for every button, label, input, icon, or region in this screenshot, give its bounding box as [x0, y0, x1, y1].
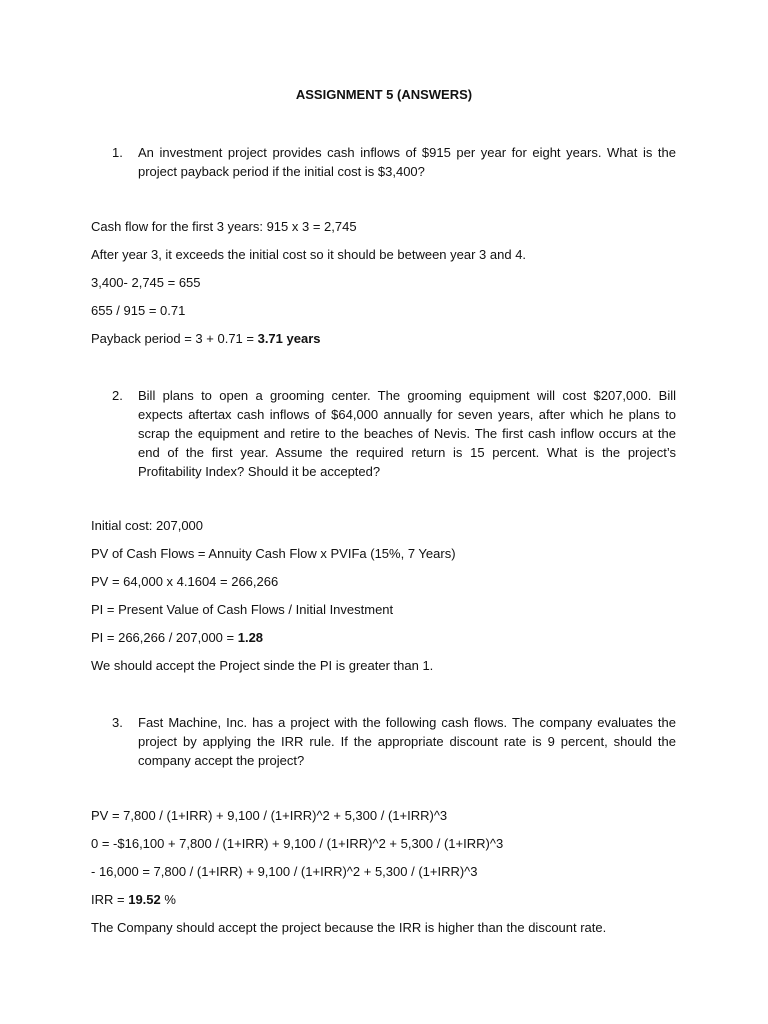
result-label: Payback period = 3 + 0.71 =: [91, 331, 258, 346]
answer-line: 0 = -$16,100 + 7,800 / (1+IRR) + 9,100 / (1+IRR)^2 + 5,300 / (1+IRR)^3: [91, 836, 504, 851]
answer-result: [91, 890, 176, 909]
question-2: [112, 386, 676, 481]
question-number: 1.: [112, 145, 123, 160]
question-3: [112, 713, 676, 770]
answer-conclusion: The Company should accept the project because the IRR is higher than the discount rate.: [91, 920, 607, 935]
result-value: 19.52: [128, 892, 161, 907]
answer-line: PV = 7,800 / (1+IRR) + 9,100 / (1+IRR)^2 + 5,300 / (1+IRR)^3: [91, 808, 448, 823]
result-label: IRR =: [91, 892, 129, 907]
answer-line: Initial cost: 207,000: [91, 518, 204, 533]
question-text: An investment project provides cash inflows of $915 per year for eight years. What is the project payback period if the initial cost is $3,400?: [138, 145, 676, 179]
question-text: Fast Machine, Inc. has a project with the following cash flows. The company evaluates the project by applying the IRR rule. If the appropriate discount rate is 9 percent, should the company accept the project?: [138, 715, 676, 768]
question-text: Bill plans to open a grooming center. The grooming equipment will cost $207,000. Bill expects aftertax cash inflows of $64,000 annually for seven years, after which he plans to scrap the equipment and retire to the beaches of Nevis. The first cash inflow occurs at the end of the first year. Assume the required return is 15 percent. What is the project’s Profitability Index? Should it be accepted?: [138, 388, 676, 479]
answer-line: 655 / 915 = 0.71: [91, 303, 186, 318]
result-value: 3.71 years: [257, 331, 321, 346]
answer-conclusion: We should accept the Project sinde the PI is greater than 1.: [91, 658, 434, 673]
result-unit: %: [160, 892, 176, 907]
answer-line: - 16,000 = 7,800 / (1+IRR) + 9,100 / (1+IRR)^2 + 5,300 / (1+IRR)^3: [91, 864, 478, 879]
result-value: 1.28: [237, 630, 264, 645]
question-number: 2.: [112, 388, 123, 403]
question-number: 3.: [112, 715, 123, 730]
answer-line: Cash flow for the first 3 years: 915 x 3 = 2,745: [91, 219, 357, 234]
answer-line: 3,400- 2,745 = 655: [91, 275, 201, 290]
answer-line: After year 3, it exceeds the initial cost so it should be between year 3 and 4.: [91, 247, 527, 262]
question-1: [112, 143, 676, 181]
page-title: ASSIGNMENT 5 (ANSWERS): [295, 87, 473, 102]
answer-result: [91, 329, 321, 348]
answer-line: PV = 64,000 x 4.1604 = 266,266: [91, 574, 279, 589]
answer-line: PV of Cash Flows = Annuity Cash Flow x PVIFa (15%, 7 Years): [91, 546, 456, 561]
result-label: PI = 266,266 / 207,000 =: [91, 630, 238, 645]
answer-result: [91, 628, 263, 647]
answer-line: PI = Present Value of Cash Flows / Initial Investment: [91, 602, 394, 617]
